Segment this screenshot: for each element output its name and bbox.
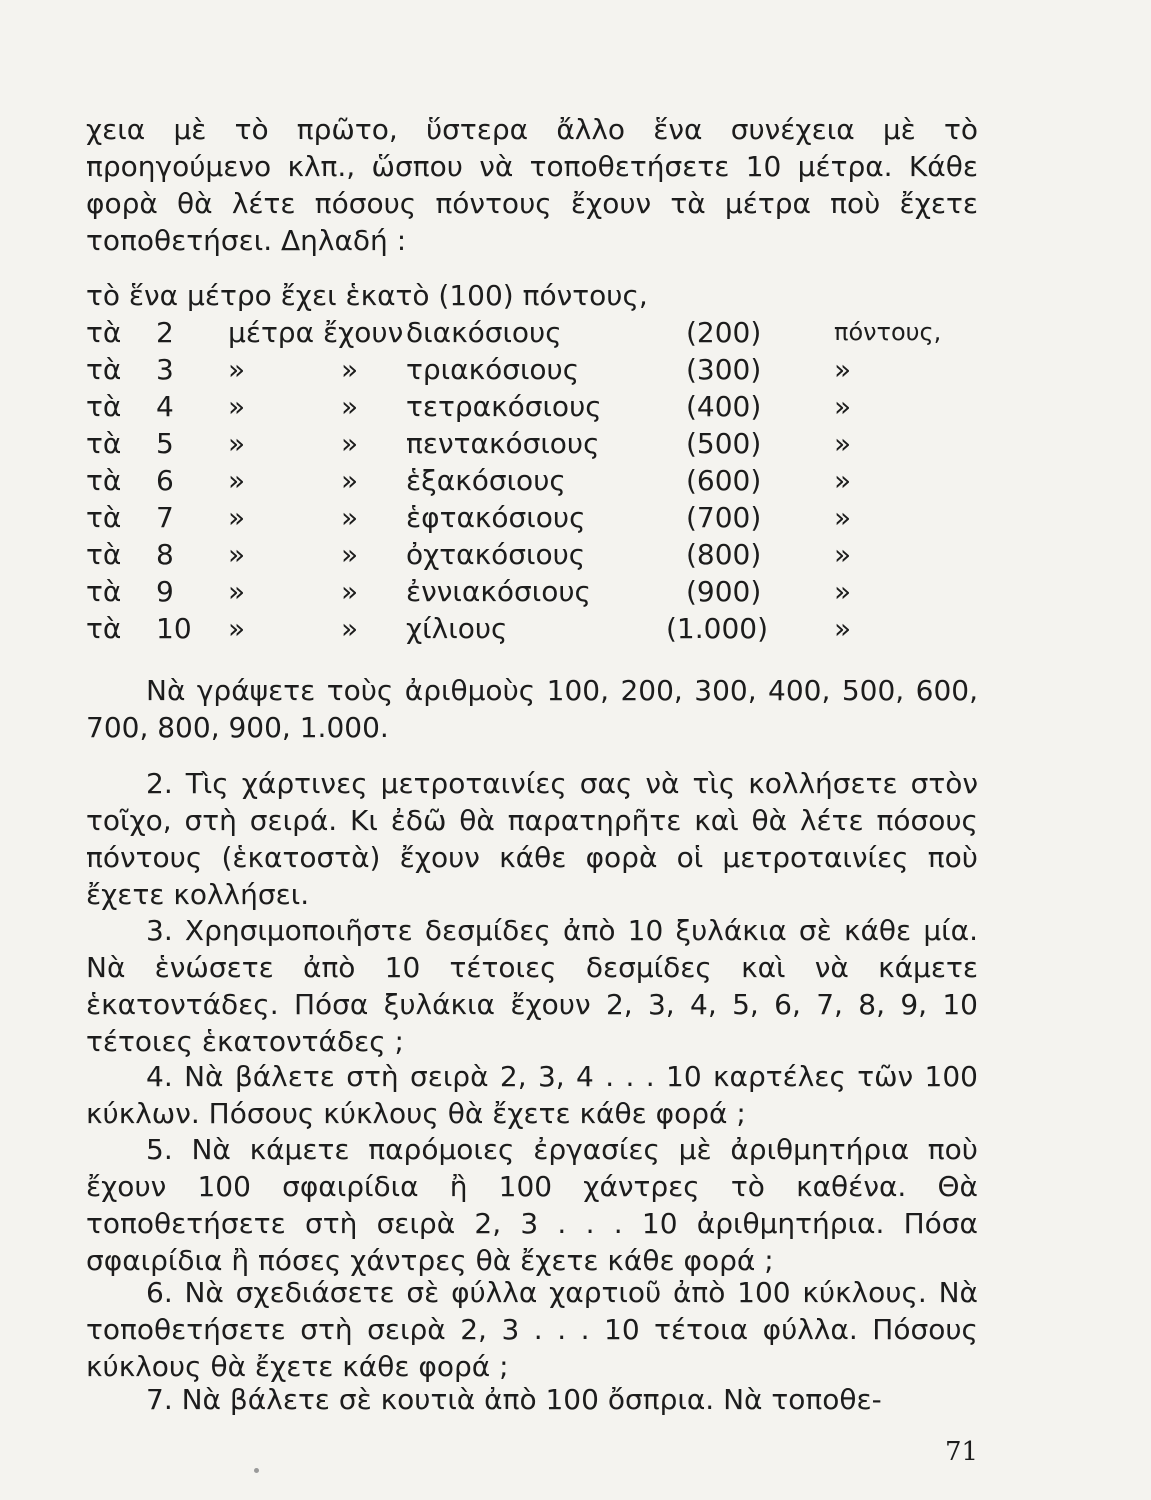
table-row [86,351,978,388]
print-speck [254,1468,259,1473]
paragraph-5: 5. Νὰ κάμετε παρόμοιες ἐργασίες μὲ ἀριθμητήρια ποὺ ἔχουν 100 σφαιρίδια ἢ 100 χάντρες τὸ καθένα. Θὰ τοποθετήσετε στὴ σειρὰ 2, 3 . . . 10 ἀριθμητήρια. Πόσα σφαιρίδια ἢ πόσες χάντρες θὰ ἔχετε κάθε φορά ; [86,1133,978,1277]
row-quote-2: » [341,538,359,571]
table-row [86,610,978,647]
row-value: (1.000) [666,612,769,645]
row-word: πεντακόσιους [406,427,600,460]
row-value: (900) [686,575,762,608]
row-word: χίλιους [406,612,508,645]
first-line: τὸ ἕνα μέτρο ἔχει ἑκατὸ (100) πόντους, [86,279,648,312]
row-quote-2: » [341,501,359,534]
row-number: 3 [156,353,174,386]
row-article: τὰ [86,612,122,645]
row-value: (600) [686,464,762,497]
intro-paragraph: χεια μὲ τὸ πρῶτο, ὕστερα ἄλλο ἕνα συνέχεια μὲ τὸ προηγούμενο κλπ., ὥσπου νὰ τοποθετήσετε 10 μέτρα. Κάθε φορὰ θὰ λέτε πόσους πόντους ἔχουν τὰ μέτρα ποὺ ἔχετε τοποθετήσει. Δηλαδή : [86,113,978,257]
row-article: τὰ [86,427,122,460]
row-unit: » [834,464,852,497]
row-unit: πόντους, [834,318,942,346]
row-number: 8 [156,538,174,571]
row-unit: » [834,538,852,571]
row-article: τὰ [86,353,122,386]
row-value: (300) [686,353,762,386]
row-quote-1: » [228,464,246,497]
row-quote-2: » [341,353,359,386]
row-quote-1: » [228,353,246,386]
row-unit: » [834,390,852,423]
row-quote-2: » [341,427,359,460]
paragraph-4: 4. Νὰ βάλετε στὴ σειρὰ 2, 3, 4 . . . 10 καρτέλες τῶν 100 κύκλων. Πόσους κύκλους θὰ ἔχετε κάθε φορά ; [86,1060,978,1130]
row-quote-1: » [228,575,246,608]
table-row [86,573,978,610]
row-value: (800) [686,538,762,571]
row-article: τὰ [86,501,122,534]
row-word: ἑξακόσιους [406,464,566,497]
paragraph-6: 6. Νὰ σχεδιάσετε σὲ φύλλα χαρτιοῦ ἀπὸ 100 κύκλους. Νὰ τοποθετήσετε στὴ σειρὰ 2, 3 . . . 10 τέτοια φύλλα. Πόσους κύκλους θὰ ἔχετε κάθε φορά ; [86,1276,978,1383]
page-number: 71 [945,1437,979,1467]
row-number: 5 [156,427,174,460]
table-row [86,536,978,573]
row-quote-2: » [341,464,359,497]
paragraph-7: 7. Νὰ βάλετε σὲ κουτιὰ ἀπὸ 100 ὄσπρια. Νὰ τοποθε- [146,1383,882,1416]
table-row [86,314,978,351]
row-number: 10 [156,612,192,645]
paragraph-2: 2. Τὶς χάρτινες μετροταινίες σας νὰ τὶς κολλήσετε στὸν τοῖχο, στὴ σειρά. Κι ἐδῶ θὰ παρατηρῆτε καὶ θὰ λέτε πόσους πόντους (ἑκατοστὰ) ἔχουν κάθε φορὰ οἱ μετροταινίες ποὺ ἔχετε κολλήσει. [86,767,978,911]
row-word: ἐννιακόσιους [406,575,591,608]
row-word: ἑφτακόσιους [406,501,586,534]
row-article: τὰ [86,464,122,497]
row-quote-2: » [341,612,359,645]
table-row [86,462,978,499]
row-quote-1: » [228,612,246,645]
row-word: διακόσιους [406,316,562,349]
row-word: ὀχτακόσιους [406,538,586,571]
paragraph-3: 3. Χρησιμοποιῆστε δεσμίδες ἀπὸ 10 ξυλάκια σὲ κάθε μία. Νὰ ἑνώσετε ἀπὸ 10 τέτοιες δεσμίδες καὶ νὰ κάμετε ἑκατοντάδες. Πόσα ξυλάκια ἔχουν 2, 3, 4, 5, 6, 7, 8, 9, 10 τέτοιες ἑκατοντάδες ; [86,914,978,1058]
row-unit: » [834,501,852,534]
row-number: 4 [156,390,174,423]
row-unit: » [834,353,852,386]
row-quote-1: » [228,427,246,460]
row-value: (200) [686,316,762,349]
row-unit: » [834,612,852,645]
row-value: (400) [686,390,762,423]
row-number: 6 [156,464,174,497]
row-article: τὰ [86,538,122,571]
row-article: τὰ [86,390,122,423]
table-row [86,499,978,536]
table-row [86,425,978,462]
row-quote-2: » [341,390,359,423]
row-quote-1: » [228,538,246,571]
row-unit: » [834,575,852,608]
paragraph-write-numbers: Νὰ γράψετε τοὺς ἀριθμοὺς 100, 200, 300, 400, 500, 600, 700, 800, 900, 1.000. [86,674,978,744]
row-number: 9 [156,575,174,608]
row-number: 7 [156,501,174,534]
row-quote-1: μέτρα ἔχουν [228,316,404,349]
row-number: 2 [156,316,174,349]
row-unit: » [834,427,852,460]
row-value: (700) [686,501,762,534]
row-word: τριακόσιους [406,353,580,386]
table-row [86,388,978,425]
row-value: (500) [686,427,762,460]
row-article: τὰ [86,316,122,349]
row-article: τὰ [86,575,122,608]
row-quote-1: » [228,390,246,423]
row-quote-1: » [228,501,246,534]
row-word: τετρακόσιους [406,390,602,423]
row-quote-2: » [341,575,359,608]
